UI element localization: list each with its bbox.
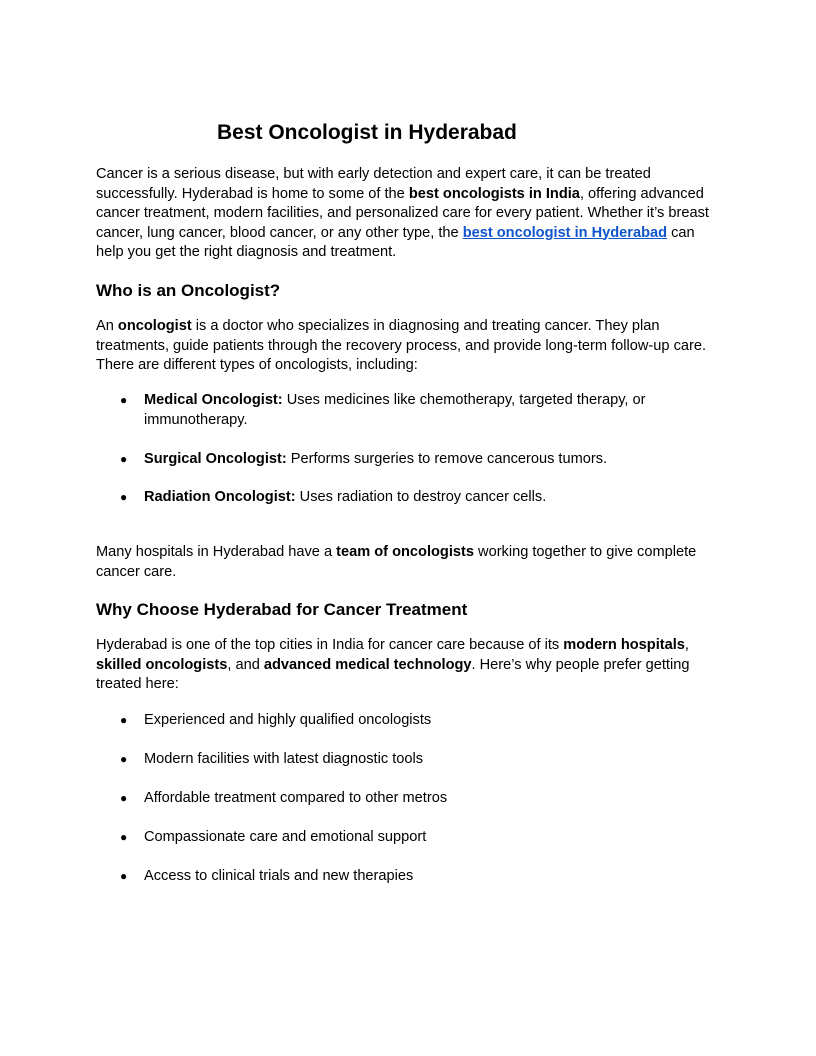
def-text-2: is a doctor who specializes in diagnosing and treating cancer. They plan treatments, guide patients through the recovery process, and provide long-term follow-up care. There are different types of oncologists, including: bbox=[96, 318, 707, 373]
intro-text-2: , offering advanced cancer treatment, modern facilities, and personalized care for every patient. Whether it’s breast cancer, lung cancer, blood cancer, or any other type, the bbox=[96, 185, 709, 241]
def-text-1: An bbox=[96, 318, 118, 334]
why-bold-2: skilled oncologists bbox=[96, 656, 228, 673]
list-item-text: Access to clinical trials and new therapies bbox=[144, 868, 414, 884]
team-text-1: Many hospitals in Hyderabad have a bbox=[96, 544, 337, 560]
team-text-2: working together to give complete cancer care. bbox=[96, 544, 697, 580]
bullet-icon: ● bbox=[120, 869, 128, 883]
team-bold-1: team of oncologists bbox=[336, 544, 474, 560]
bullet-icon: ● bbox=[120, 830, 128, 844]
list-item-bold: Surgical Oncologist: bbox=[144, 451, 287, 467]
bullet-icon: ● bbox=[120, 490, 128, 504]
intro-paragraph bbox=[96, 165, 720, 263]
why-text-3: , and bbox=[227, 656, 264, 673]
list-item bbox=[120, 450, 696, 470]
bullet-icon: ● bbox=[120, 393, 128, 407]
list-item-bold: Radiation Oncologist: bbox=[144, 489, 296, 505]
bullet-icon: ● bbox=[120, 752, 128, 766]
list-item-text: Experienced and highly qualified oncologists bbox=[144, 712, 432, 728]
list-item bbox=[120, 391, 696, 430]
why-hyderabad-paragraph bbox=[96, 636, 720, 695]
why-text-4: . Here’s why people prefer getting treated here: bbox=[96, 656, 690, 692]
list-item-text: Uses radiation to destroy cancer cells. bbox=[295, 489, 547, 505]
oncologist-definition-paragraph bbox=[96, 317, 720, 376]
list-item-text: Compassionate care and emotional support bbox=[144, 829, 427, 845]
intro-text-3: can help you get the right diagnosis and treatment. bbox=[96, 224, 695, 260]
list-item bbox=[120, 867, 696, 887]
why-text-2: , bbox=[684, 637, 689, 653]
list-item bbox=[120, 828, 696, 848]
section-heading-who: Who is an Oncologist? bbox=[96, 281, 281, 300]
bullet-icon: ● bbox=[120, 713, 128, 727]
list-item-text: Performs surgeries to remove cancerous tumors. bbox=[286, 451, 608, 467]
intro-bold-1: best oncologists in India bbox=[408, 185, 580, 202]
list-item bbox=[120, 789, 696, 809]
team-paragraph bbox=[96, 543, 720, 582]
list-item-text: Modern facilities with latest diagnostic tools bbox=[144, 751, 424, 767]
list-item bbox=[120, 750, 696, 770]
list-item-text: Uses medicines like chemotherapy, targeted therapy, or immunotherapy. bbox=[144, 392, 646, 428]
list-item-bold: Medical Oncologist: bbox=[144, 392, 283, 408]
why-text-1: Hyderabad is one of the top cities in India for cancer care because of its bbox=[96, 637, 564, 653]
page-title: Best Oncologist in Hyderabad bbox=[217, 121, 517, 144]
list-item bbox=[120, 488, 696, 508]
list-item-text: Affordable treatment compared to other metros bbox=[144, 790, 448, 806]
intro-text-1: Cancer is a serious disease, but with early detection and expert care, it can be treated successfully. Hyderabad is home to some of the bbox=[96, 166, 651, 202]
why-bold-1: modern hospitals bbox=[563, 637, 685, 653]
bullet-icon: ● bbox=[120, 791, 128, 805]
bullet-icon: ● bbox=[120, 452, 128, 466]
list-item bbox=[120, 711, 696, 731]
section-heading-why-hyderabad: Why Choose Hyderabad for Cancer Treatment bbox=[96, 600, 468, 619]
def-bold-1: oncologist bbox=[117, 318, 192, 334]
why-bold-3: advanced medical technology bbox=[263, 656, 472, 673]
oncologist-link[interactable]: best oncologist in Hyderabad bbox=[462, 224, 668, 241]
